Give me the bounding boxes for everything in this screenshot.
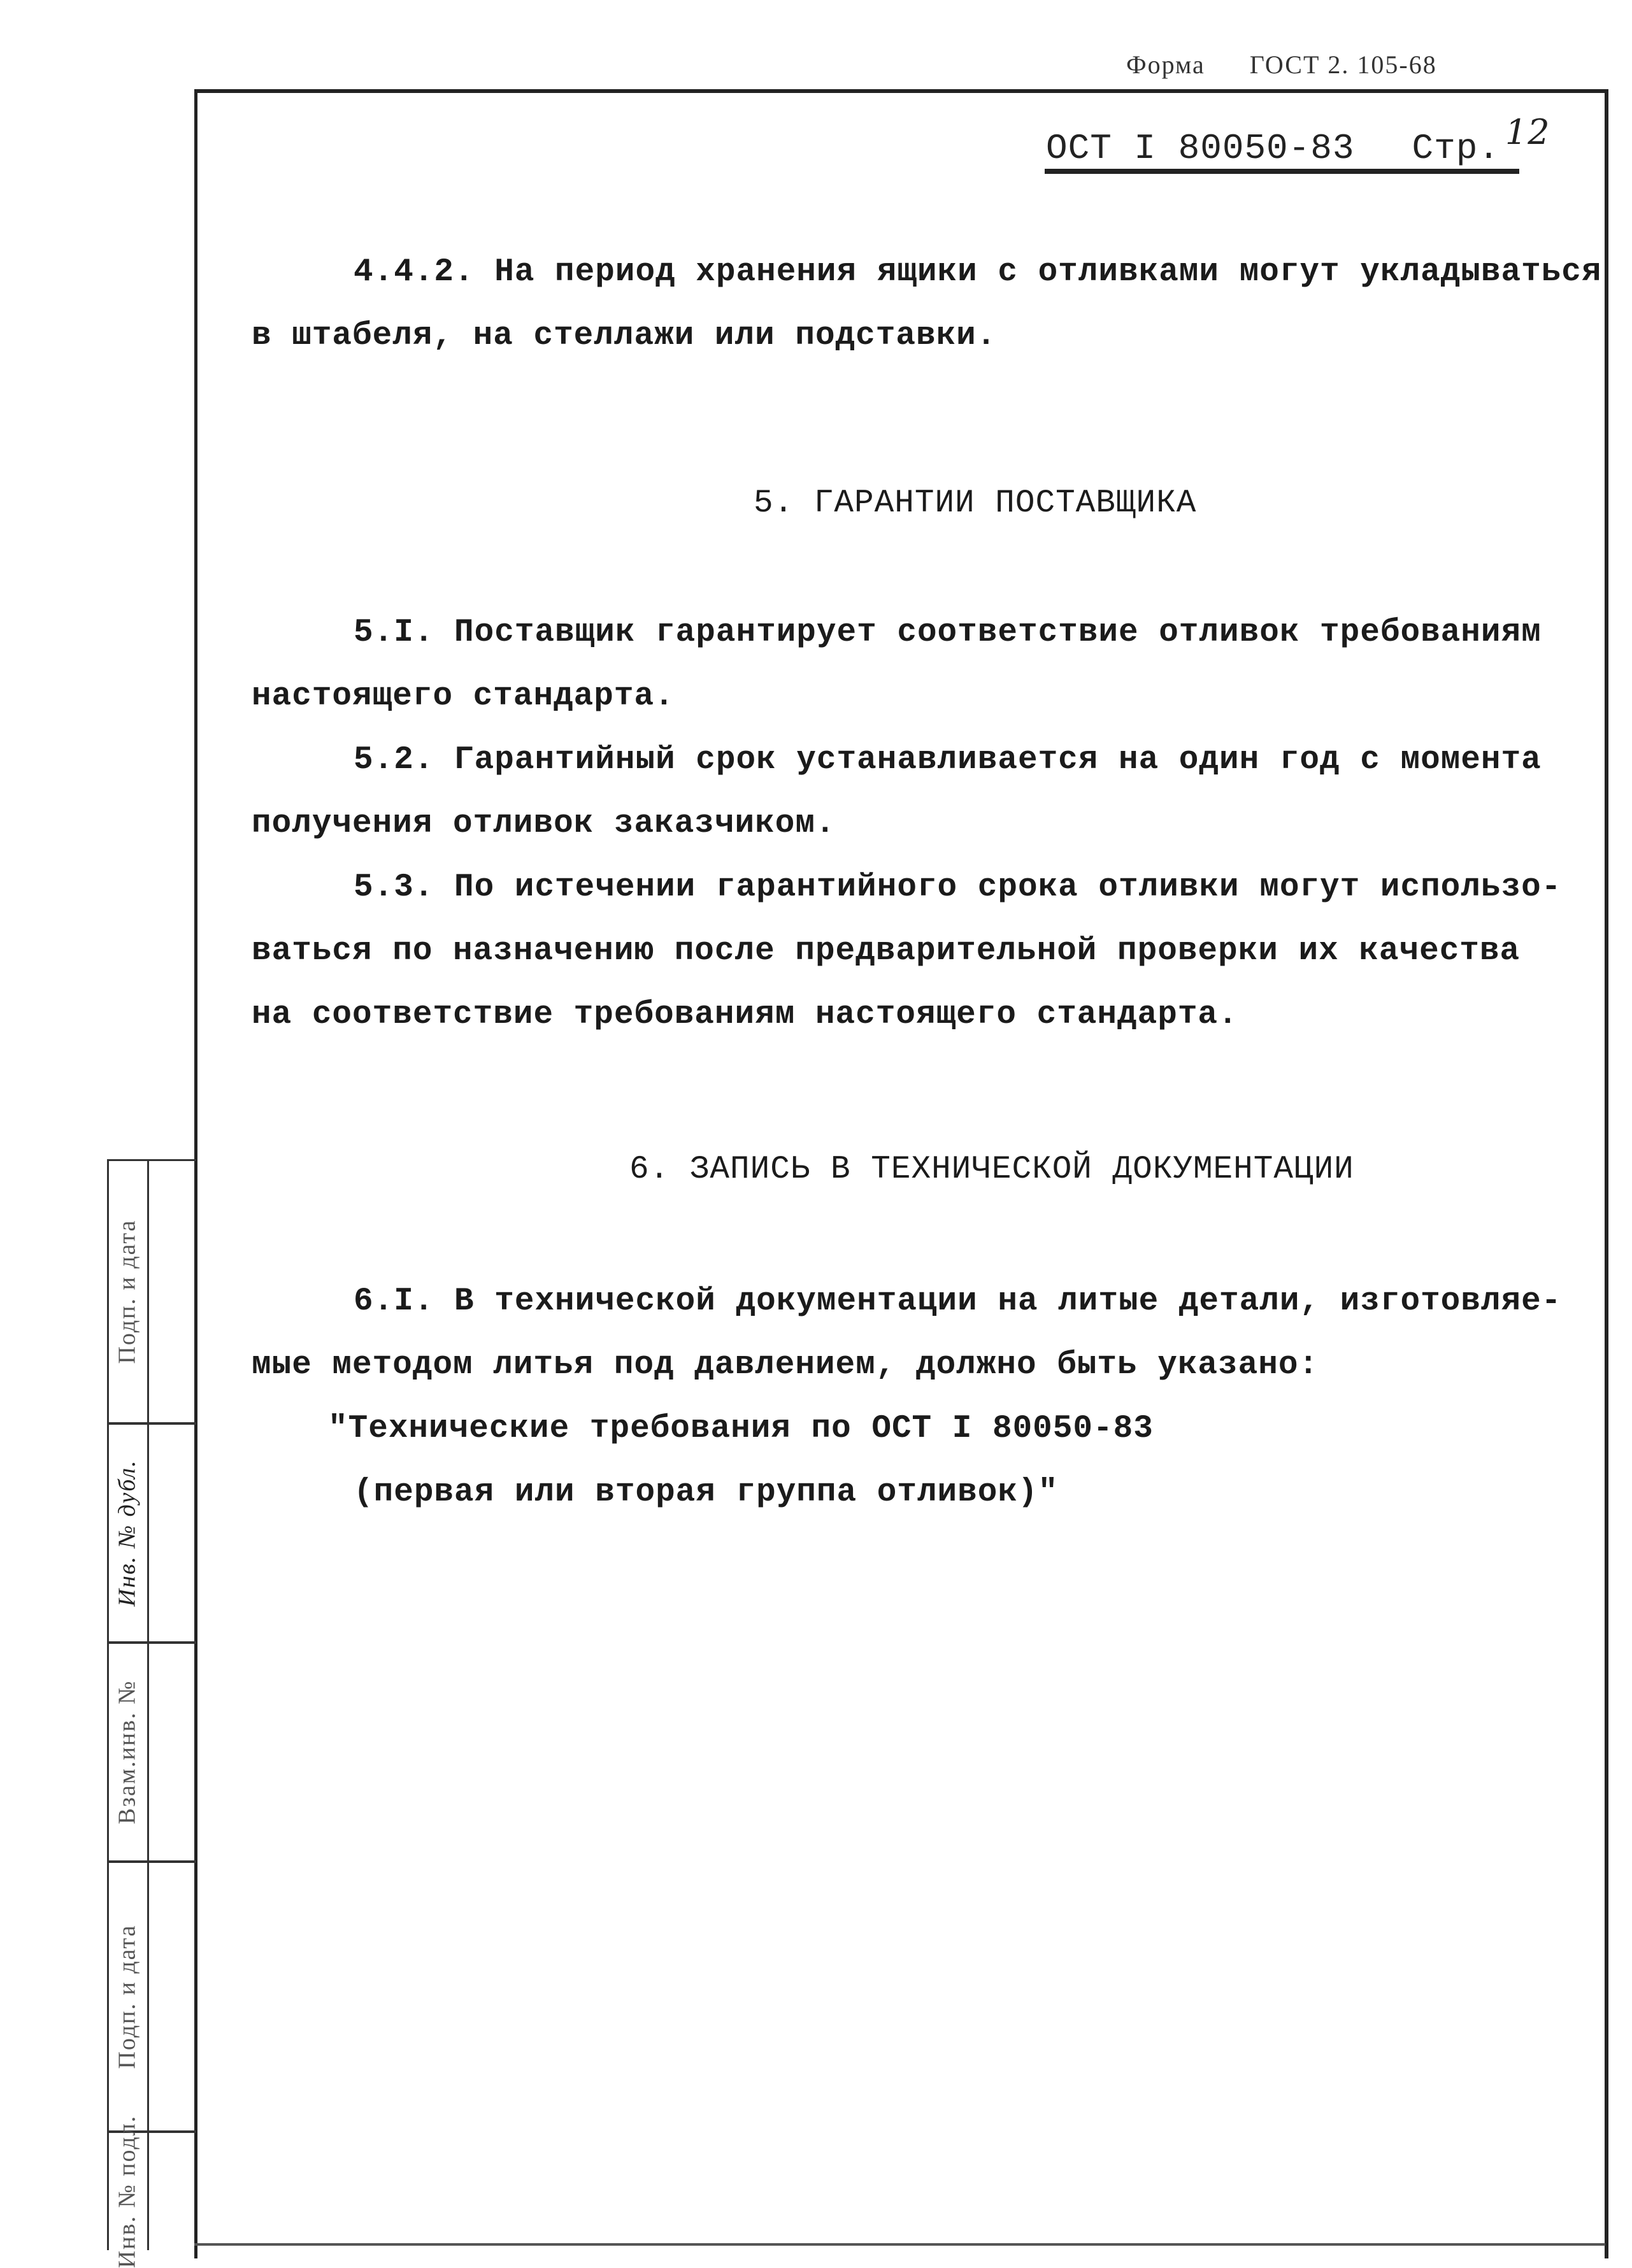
paragraph-line: 5.2. Гарантийный срок устанавливается на один год с момента	[354, 742, 1542, 778]
paragraph-6-1	[252, 1270, 1589, 1525]
paragraph-line: ваться по назначению после предварительной проверки их качества	[252, 933, 1521, 969]
document-header	[1046, 112, 1550, 169]
stamp-cell-inv-podl	[108, 2115, 145, 2268]
quote-line: (первая или вторая группа отливок)"	[354, 1474, 1059, 1511]
stamp-label: Взам.инв. №	[113, 1680, 141, 1825]
side-stamp	[107, 1159, 196, 2268]
paragraph-line: 5.3. По истечении гарантийного срока отливки могут использо-	[354, 869, 1562, 906]
paragraph-5-1	[252, 601, 1589, 729]
page-label: Стр.	[1412, 128, 1500, 169]
stamp-cell-podp-data-top	[108, 1161, 145, 1422]
paragraph-line: 6.I. В технической документации на литые детали, изготовляе-	[354, 1283, 1562, 1320]
section-5-title: 5. ГАРАНТИИ ПОСТАВЩИКА	[754, 485, 1197, 522]
stamp-label: Инв. № дубл.	[113, 1459, 141, 1607]
paragraph-line: 4.4.2. На период хранения ящики с отливками могут укладываться	[354, 254, 1602, 290]
form-label-standard: ГОСТ 2. 105-68	[1249, 50, 1437, 79]
doc-code: ОСТ I 80050-83	[1046, 128, 1355, 169]
paragraph-line: 5.I. Поставщик гарантирует соответствие отливок требованиям	[354, 615, 1542, 651]
paragraph-line: настоящего стандарта.	[252, 678, 675, 715]
paragraph-5-2	[252, 729, 1589, 856]
page-number: 12	[1505, 112, 1550, 152]
quote-line: "Технические требования по ОСТ I 80050-83	[328, 1411, 1154, 1447]
stamp-cell-inv-dubl	[108, 1425, 145, 1641]
paragraph-line: получения отливок заказчиком.	[252, 806, 836, 842]
paragraph-4-4-2	[252, 241, 1602, 368]
stamp-cell-podp-data-bottom	[108, 1863, 145, 2130]
stamp-label: Подп. и дата	[113, 1219, 141, 1364]
stamp-cell-vzam-inv	[108, 1644, 145, 1860]
paragraph-line: мые методом литья под давлением, должно быть указано:	[252, 1347, 1319, 1383]
form-label	[1126, 50, 1437, 80]
bottom-border	[194, 2243, 1605, 2246]
header-underline	[1045, 169, 1519, 174]
paragraph-line: в штабеля, на стеллажи или подставки.	[252, 318, 997, 354]
form-label-word: Форма	[1126, 50, 1205, 79]
stamp-label: Инв. № подл.	[113, 2115, 141, 2268]
section-6-title: 6. ЗАПИСЬ В ТЕХНИЧЕСКОЙ ДОКУМЕНТАЦИИ	[629, 1152, 1354, 1188]
stamp-label: Подп. и дата	[113, 1924, 141, 2069]
paragraph-5-3	[252, 856, 1589, 1047]
paragraph-line: на соответствие требованиям настоящего стандарта.	[252, 997, 1238, 1033]
